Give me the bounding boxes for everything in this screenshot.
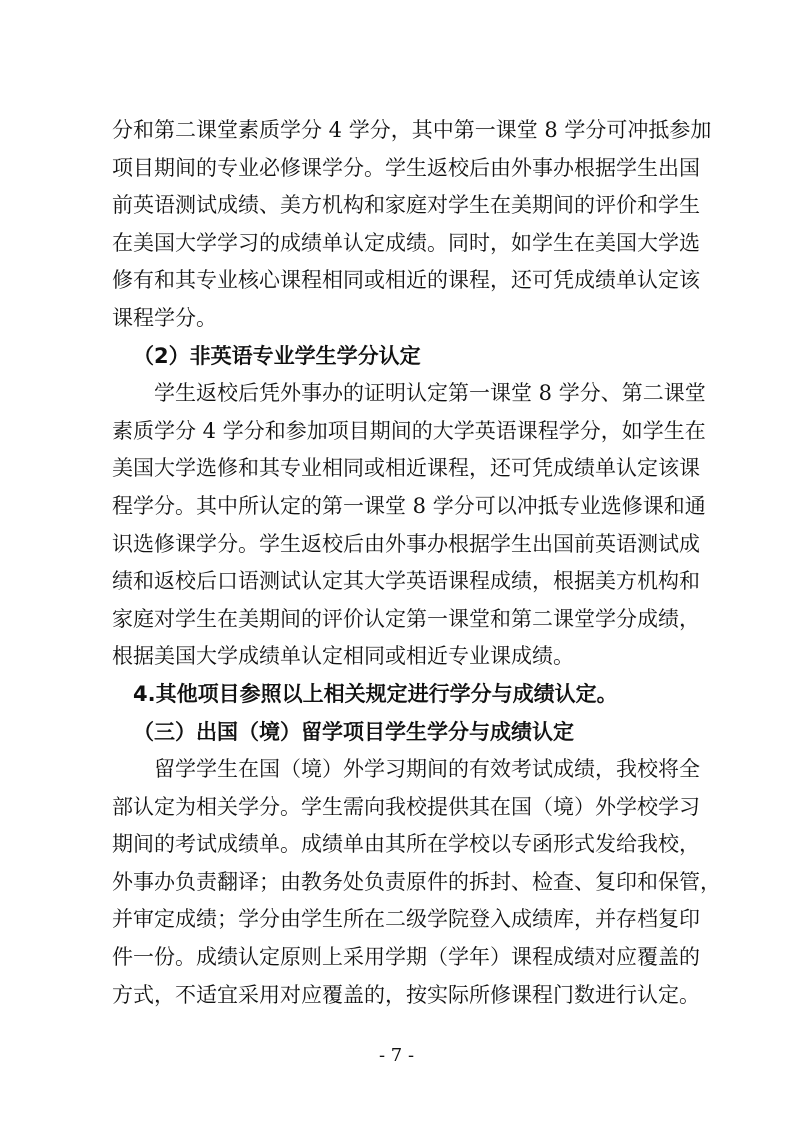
document-body: [112, 112, 721, 1014]
paragraph-line: 期间的考试成绩单。成绩单由其所在学校以专函形式发给我校，: [112, 832, 700, 857]
section-heading: 4.其他项目参照以上相关规定进行学分与成绩认定。: [133, 681, 618, 706]
paragraph-line: 课程学分。: [112, 305, 217, 330]
paragraph-line: 美国大学选修和其专业相同或相近课程，还可凭成绩单认定该课: [112, 456, 700, 481]
page-number: - 7 -: [378, 1045, 415, 1066]
section-heading: （三）出国（境）留学项目学生学分与成绩认定: [133, 719, 574, 744]
section-heading: （2）非英语专业学生学分认定: [133, 343, 421, 368]
paragraph-line: 前英语测试成绩、美方机构和家庭对学生在美期间的评价和学生: [112, 193, 700, 218]
paragraph-line: 项目期间的专业必修课学分。学生返校后由外事办根据学生出国: [112, 155, 700, 180]
paragraph-line: 留学学生在国（境）外学习期间的有效考试成绩，我校将全: [154, 757, 700, 782]
paragraph-line: 学生返校后凭外事办的证明认定第一课堂 8 学分、第二课堂: [154, 381, 706, 406]
paragraph-line: 素质学分 4 学分和参加项目期间的大学英语课程学分，如学生在: [112, 418, 706, 443]
paragraph-line: 程学分。其中所认定的第一课堂 8 学分可以冲抵专业选修课和通: [112, 493, 706, 518]
paragraph-line: 根据美国大学成绩单认定相同或相近专业课成绩。: [112, 644, 574, 669]
paragraph-line: 家庭对学生在美期间的评价认定第一课堂和第二课堂学分成绩，: [112, 606, 700, 631]
paragraph-line: 方式，不适宜采用对应覆盖的，按实际所修课程门数进行认定。: [112, 982, 700, 1007]
paragraph-line: 部认定为相关学分。学生需向我校提供其在国（境）外学校学习: [112, 794, 700, 819]
paragraph-line: 绩和返校后口语测试认定其大学英语课程成绩，根据美方机构和: [112, 569, 700, 594]
paragraph-line: 外事办负责翻译；由教务处负责原件的拆封、检查、复印和保管，: [112, 869, 721, 894]
paragraph-line: 件一份。成绩认定原则上采用学期（学年）课程成绩对应覆盖的: [112, 945, 700, 970]
paragraph-line: 修有和其专业核心课程相同或相近的课程，还可凭成绩单认定该: [112, 268, 700, 293]
paragraph-line: 分和第二课堂素质学分 4 学分，其中第一课堂 8 学分可冲抵参加: [112, 118, 712, 142]
paragraph-line: 并审定成绩；学分由学生所在二级学院登入成绩库，并存档复印: [112, 907, 700, 932]
paragraph-line: 识选修课学分。学生返校后由外事办根据学生出国前英语测试成: [112, 531, 700, 556]
paragraph-line: 在美国大学学习的成绩单认定成绩。同时，如学生在美国大学选: [112, 230, 700, 255]
